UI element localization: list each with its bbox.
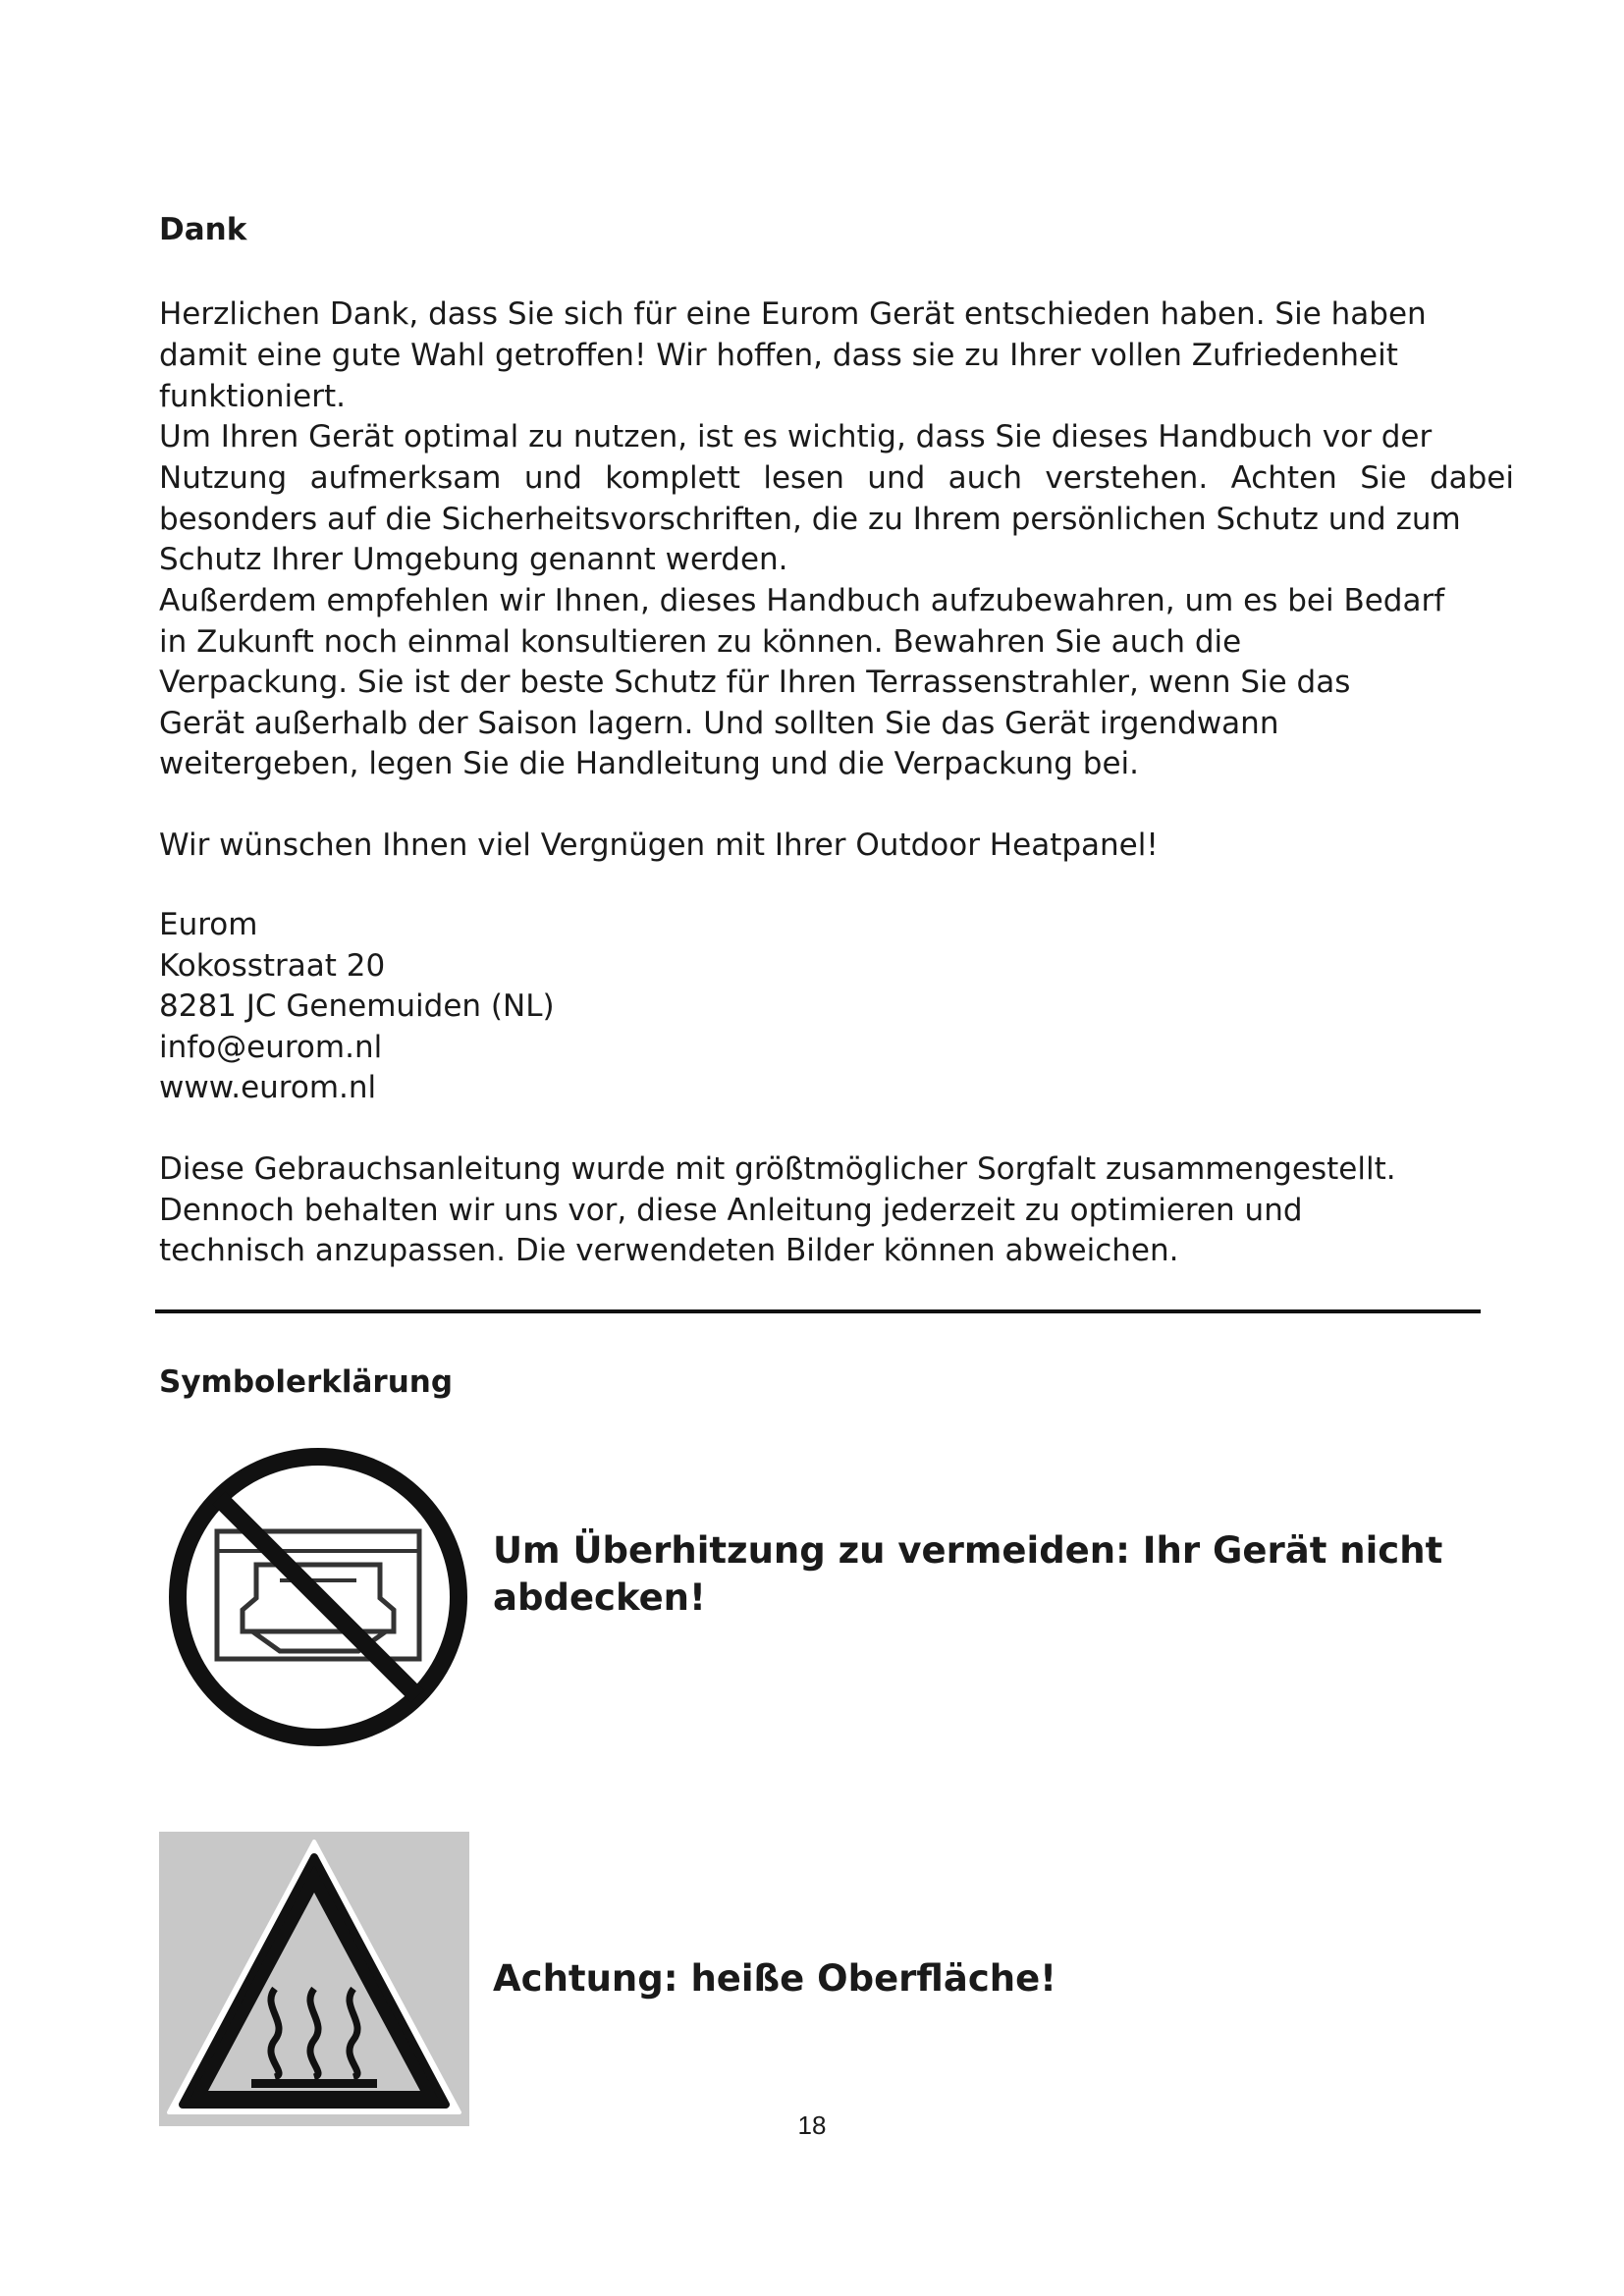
text-line: Diese Gebrauchsanleitung wurde mit größtmöglicher Sorgfalt zusammengestellt. xyxy=(159,1151,1396,1187)
text-line: Außerdem empfehlen wir Ihnen, dieses Handbuch aufzubewahren, um es bei Bedarf xyxy=(159,583,1445,618)
email-link[interactable]: info@eurom.nl xyxy=(159,1030,383,1065)
company-name: Eurom xyxy=(159,907,258,942)
city-address: 8281 JC Genemuiden (NL) xyxy=(159,988,555,1024)
symbol-text-line: Achtung: heiße Oberfläche! xyxy=(493,1957,1057,2000)
symbol-text-line: Um Überhitzung zu vermeiden: Ihr Gerät nicht xyxy=(493,1529,1443,1572)
text-line: funktioniert. xyxy=(159,379,346,414)
page-number: 18 xyxy=(797,2110,827,2140)
hot-surface-warning-icon xyxy=(159,1832,469,2126)
do-not-cover-icon xyxy=(162,1441,474,1753)
street-address: Kokosstraat 20 xyxy=(159,948,386,984)
symbol-text-line: abdecken! xyxy=(493,1576,706,1619)
section-heading-dank: Dank xyxy=(159,212,247,247)
text-line: Dennoch behalten wir uns vor, diese Anleitung jederzeit zu optimieren und xyxy=(159,1193,1303,1228)
text-line: Um Ihren Gerät optimal zu nutzen, ist es wichtig, dass Sie dieses Handbuch vor der xyxy=(159,419,1433,454)
text-line: besonders auf die Sicherheitsvorschriften, die zu Ihrem persönlichen Schutz und zum xyxy=(159,502,1461,537)
text-line: Schutz Ihrer Umgebung genannt werden. xyxy=(159,542,788,577)
text-line: Nutzung aufmerksam und komplett lesen und auch verstehen. Achten Sie dabei xyxy=(159,460,1514,496)
text-line: Gerät außerhalb der Saison lagern. Und sollten Sie das Gerät irgendwann xyxy=(159,706,1279,741)
text-line: in Zukunft noch einmal konsultieren zu können. Bewahren Sie auch die xyxy=(159,624,1242,660)
section-heading-symbols: Symbolerklärung xyxy=(159,1364,454,1400)
closing-wish: Wir wünschen Ihnen viel Vergnügen mit Ihrer Outdoor Heatpanel! xyxy=(159,828,1159,863)
website-link[interactable]: www.eurom.nl xyxy=(159,1070,377,1105)
text-line: Herzlichen Dank, dass Sie sich für eine Eurom Gerät entschieden haben. Sie haben xyxy=(159,296,1427,332)
text-line: Verpackung. Sie ist der beste Schutz für Ihren Terrassenstrahler, wenn Sie das xyxy=(159,665,1351,700)
text-line: damit eine gute Wahl getroffen! Wir hoffen, dass sie zu Ihrer vollen Zufriedenheit xyxy=(159,338,1398,373)
section-divider xyxy=(155,1309,1481,1313)
text-line: technisch anzupassen. Die verwendeten Bilder können abweichen. xyxy=(159,1233,1179,1268)
text-line: weitergeben, legen Sie die Handleitung und die Verpackung bei. xyxy=(159,746,1140,781)
